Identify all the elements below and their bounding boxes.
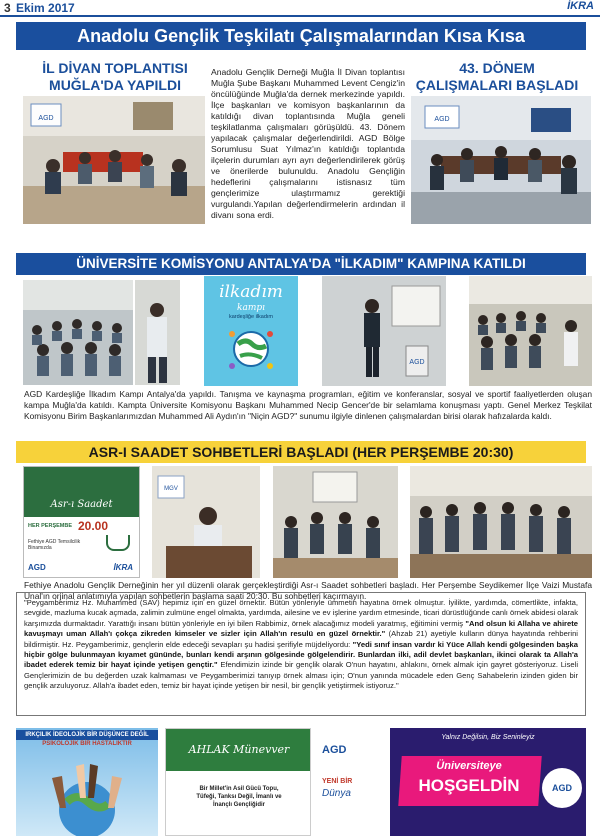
- agd-badge: AGD: [542, 768, 582, 808]
- page-header: [0, 0, 600, 17]
- divan-article-text: Anadolu Gençlik Derneği Muğla İl Divan toplantısı Muğla Şube Başkanı Muhammed Levent Cengiz'in öncülüğünde Muğla'da dernek merkezinde yapıldı. İlçe başkanları ve komisyon başkanlarının da katıldığı divan toplantısında Muğla geneli teşkilatlanma çalışmaları görüşüldü. 43. Dönem yapılacak çalışmalar değerlendirildi. AGD Bölge Sorumlusu Suat Yılmaz'ın katıldığı toplantıda ilçelerin durumları ayrı ayrı değerlendirilerek görüş ve önerilerde bulunuldu. Anadolu Gençliğin hedeflerini çalışmalarını istisnasız tüm gençlerimize ulaştırmamız gerektiği vurgulandı.Yapılan değerlendirmelerin ardından il divanı sona erdi.: [211, 67, 405, 220]
- asr-section-title: ASR-I SAADET SOHBETLERİ BAŞLADI (HER PERŞEMBE 20:30): [16, 441, 586, 463]
- agd-yeni-dunya-ad: AGD YENİ BİR Dünya: [318, 728, 386, 836]
- racism-campaign-ad: IRKÇILIK İDEOLOJİK BİR DÜŞÜNCE DEĞİL PSİKOLOJİK BİR HASTALIKTIR: [16, 728, 158, 836]
- svg-text:AGD: AGD: [38, 115, 54, 122]
- poster-agd-logo: AGD: [28, 563, 46, 572]
- asr-speaker-photo: [152, 466, 260, 578]
- asr-saadet-poster: Asr-ı Saadet HER PERŞEMBE 20.00 Fethiye AGD Temsilcilik Binamızda AGD İKRA: [23, 466, 140, 578]
- prophet-quote-box: "Peygamberimiz Hz. Muhammed (SAV) hepimiz için en güzel örnektir. Bütün yönleriyle ümmetin hayatına örnek olmuştur. İyilikte, yardımda, cömertlikte, infakta, sevgide, mazluma kucak açmada, zalimin zulmüne engel olmakta, yardımda, ailesine ve ev işlerine yardım etmesinde, ticari dürüstlüğünde canlı örnek abidesi olarak karşımızda durmaktadır. Yarattığı insanı bütün yönleriyle en iyi bilen Rabbimiz, örnek alacağımız modeli yaratmış, eğitimini vermiş "And olsun ki Allaha ve ahirete kavuşmayı uman Allah'ı çokça zikreden kimseler ve sizler için Allah'ın resulü en güzel örnektir." (Ahzab 21) ayetiyle kulların dünya hayatında rehberini bildirmiştir. Hz. Peygamberimiz, gençlerin elde edeceği sevapları şu hadisi şerifiyle müjdeliyordu: "Yedi sınıf insan vardır ki Yüce Allah kendi gölgesinden başka hiçbir gölge bulunmayan kıyamet gününde, bunları kendi arşının gölgesinde gölgelendirir. Bunlardan ilki, adil devlet başkanları, ikinci olarak ta Allah'a ibadet ederek temiz bir hayat içinde yetişen gençtir." Efendimizin izinde bir gençlik olarak O'nun hayatını, ahlakını, örnek almak için gayret gösteriyoruz. Liseli Gençlerimizin de bu değerden uzak kalmaması ve Peygamberimizi tanıyıp örnek alması için; O'nun yanında mücadele eden Genç Sahabelerin izinden giden bir gençlik arzuluyoruz. Allah'a ibadet eden, temiz bir hayat içinde yetişen bir nesil, bir gençlik yetiştirmek istiyoruz.": [16, 592, 586, 716]
- divan-meeting-photo-right: [411, 96, 591, 224]
- page-title: Anadolu Gençlik Teşkilatı Çalışmalarından Kısa Kısa: [16, 22, 586, 50]
- divan-left-title: İL DİVAN TOPLANTISI MUĞLA'DA YAPILDI: [42, 60, 188, 93]
- svg-text:MGV: MGV: [164, 486, 178, 492]
- globe-icon: [226, 324, 276, 374]
- divan-meeting-photo-left: [23, 96, 205, 224]
- tea-cup-icon: [106, 535, 130, 551]
- camp-seminar-photo: [469, 276, 592, 386]
- poster-ikra-logo: İKRA: [113, 563, 133, 572]
- ahlak-munevver-ad: AHLAK Münevver Bir Millet'in Asil Gücü Topu, Tüfeği, Tanksı Değil, İmanlı ve İnançlı Gençliğidir: [165, 728, 311, 836]
- camp-audience-photo-1: [23, 280, 133, 385]
- svg-text:AGD: AGD: [409, 359, 425, 366]
- camp-speaker-photo: [135, 280, 180, 385]
- ilkadim-section-title: ÜNİVERSİTE KOMİSYONU ANTALYA'DA "İLKADIM" KAMPINA KATILDI: [16, 253, 586, 275]
- camp-presentation-photo: [322, 276, 446, 386]
- university-welcome-ad: Yalnız Değilsin, Biz Seninleyiz Üniversiteye HOŞGELDİN AGD: [390, 728, 586, 836]
- ilkadim-article-text: AGD Kardeşliğe İlkadım Kampı Antalya'da yapıldı. Tanışma ve kaynaşma programları, eğitim ve konferanslar, sosyal ve sportif faaliyetlerden oluşan kampa Muğla'da katıldı. Kampta Üniversite Komisyonu Başkanı Muhammed Necip Gencer'de bir selamlama konuşması yaptı. Genel Merkez Teşkilat Komisyonu Birim Başkanlarımızdan Muhammed Ali Aydın'ın "Niçin AGD?" sunumu ilgiyle dinlenen çalışmalardan birisi olarak hafızalarda kaldı.: [24, 389, 592, 421]
- magazine-logo: İKRA: [567, 0, 594, 12]
- asr-audience-photo: [273, 466, 398, 578]
- ilkadim-camp-poster: ilkadım kampı kardeşliğe ilkadım: [204, 276, 298, 386]
- page-number: 3: [4, 1, 11, 15]
- issue-date: Ekim 2017: [16, 1, 75, 15]
- svg-text:AGD: AGD: [434, 116, 450, 123]
- divan-right-title: 43. DÖNEM ÇALIŞMALARI BAŞLADI: [415, 60, 579, 93]
- world-hands-icon: [42, 758, 132, 836]
- asr-article-text: Fethiye Anadolu Gençlik Derneğinin her yıl düzenli olarak gerçekleştirdiği Asr-ı Saadet sohbetleri başladı. Her Perşembe Seydikemer İlçe Vaizi Mustafa Ünal'ın orjinal anlatımıyla yapılan sohbetlerin başlama saati 20:30. Bu sohbetleri kaçırmayın.: [24, 580, 592, 601]
- asr-group-photo: [410, 466, 592, 578]
